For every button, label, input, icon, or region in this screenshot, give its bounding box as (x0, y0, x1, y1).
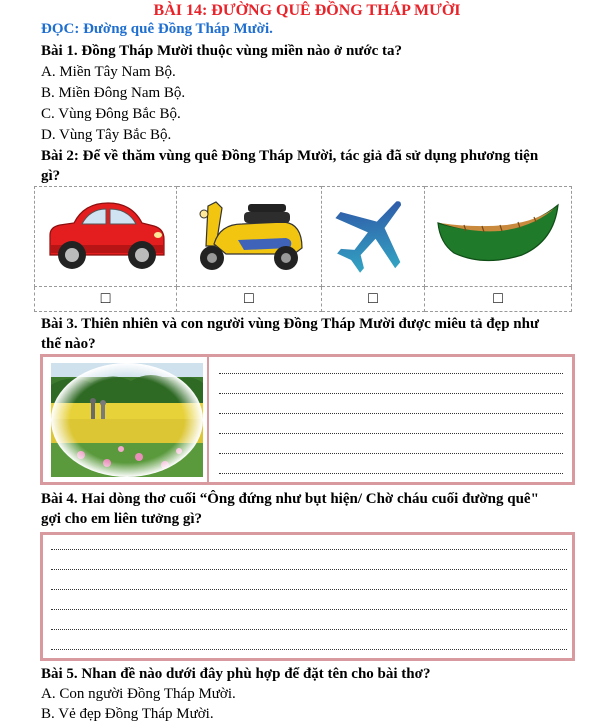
airplane-checkbox[interactable]: □ (321, 287, 425, 312)
scooter-icon (186, 194, 312, 274)
q4-question-line2: gợi cho em liên tưởng gì? (41, 511, 203, 527)
canoe-checkbox[interactable]: □ (425, 287, 572, 312)
q2-question-line1: Bài 2: Để về thăm vùng quê Đồng Tháp Mười, tác giả đã sử dụng phương tiện (41, 148, 539, 164)
canoe-cell (425, 187, 572, 287)
q4-answer-line[interactable] (51, 629, 567, 630)
q1-option-b[interactable]: B. Miền Đông Nam Bộ. (41, 85, 186, 101)
q4-answer-line[interactable] (51, 589, 567, 590)
q3-answer-box (40, 354, 575, 485)
q5-option-a[interactable]: A. Con người Đồng Tháp Mười. (41, 686, 236, 702)
q3-answer-line[interactable] (219, 433, 563, 434)
q4-answer-line[interactable] (51, 649, 567, 650)
scooter-checkbox[interactable]: □ (177, 287, 321, 312)
car-icon (44, 195, 168, 273)
q5-option-b[interactable]: B. Vẻ đẹp Đồng Tháp Mười. (41, 706, 214, 722)
q3-answer-line[interactable] (219, 473, 563, 474)
q4-answer-box (40, 532, 575, 661)
page-title: BÀI 14: ĐƯỜNG QUÊ ĐỒNG THÁP MƯỜI (153, 2, 461, 19)
q3-answer-line[interactable] (219, 453, 563, 454)
car-checkbox[interactable]: □ (35, 287, 177, 312)
q1-question: Bài 1. Đồng Tháp Mười thuộc vùng miền nào ở nước ta? (41, 43, 403, 59)
q1-option-c[interactable]: C. Vùng Đông Bắc Bộ. (41, 106, 181, 122)
q5-question: Bài 5. Nhan đề nào dưới đây phù hợp để đặt tên cho bài thơ? (41, 666, 431, 682)
q3-answer-line[interactable] (219, 393, 563, 394)
q3-question-line2: thế nào? (41, 336, 96, 352)
canoe-icon (434, 201, 562, 267)
q4-question-line1: Bài 4. Hai dòng thơ cuối “Ông đứng như bụt hiện/ Chờ cháu cuối đường quê" (41, 491, 539, 507)
airplane-cell (321, 187, 425, 287)
q2-question-line2: gì? (41, 168, 61, 184)
field-landscape-image (51, 363, 203, 477)
q3-answer-line[interactable] (219, 373, 563, 374)
scooter-cell (177, 187, 321, 287)
transport-table (34, 186, 572, 312)
q4-answer-line[interactable] (51, 549, 567, 550)
q3-question-line1: Bài 3. Thiên nhiên và con người vùng Đồng Tháp Mười được miêu tả đẹp như (41, 316, 539, 332)
q4-answer-line[interactable] (51, 609, 567, 610)
q1-option-d[interactable]: D. Vùng Tây Bắc Bộ. (41, 127, 172, 143)
reading-heading: ĐỌC: Đường quê Đồng Tháp Mười. (41, 21, 273, 37)
q3-answer-line[interactable] (219, 413, 563, 414)
q4-answer-line[interactable] (51, 569, 567, 570)
q1-option-a[interactable]: A. Miền Tây Nam Bộ. (41, 64, 176, 80)
airplane-icon (328, 192, 418, 276)
car-cell (35, 187, 177, 287)
